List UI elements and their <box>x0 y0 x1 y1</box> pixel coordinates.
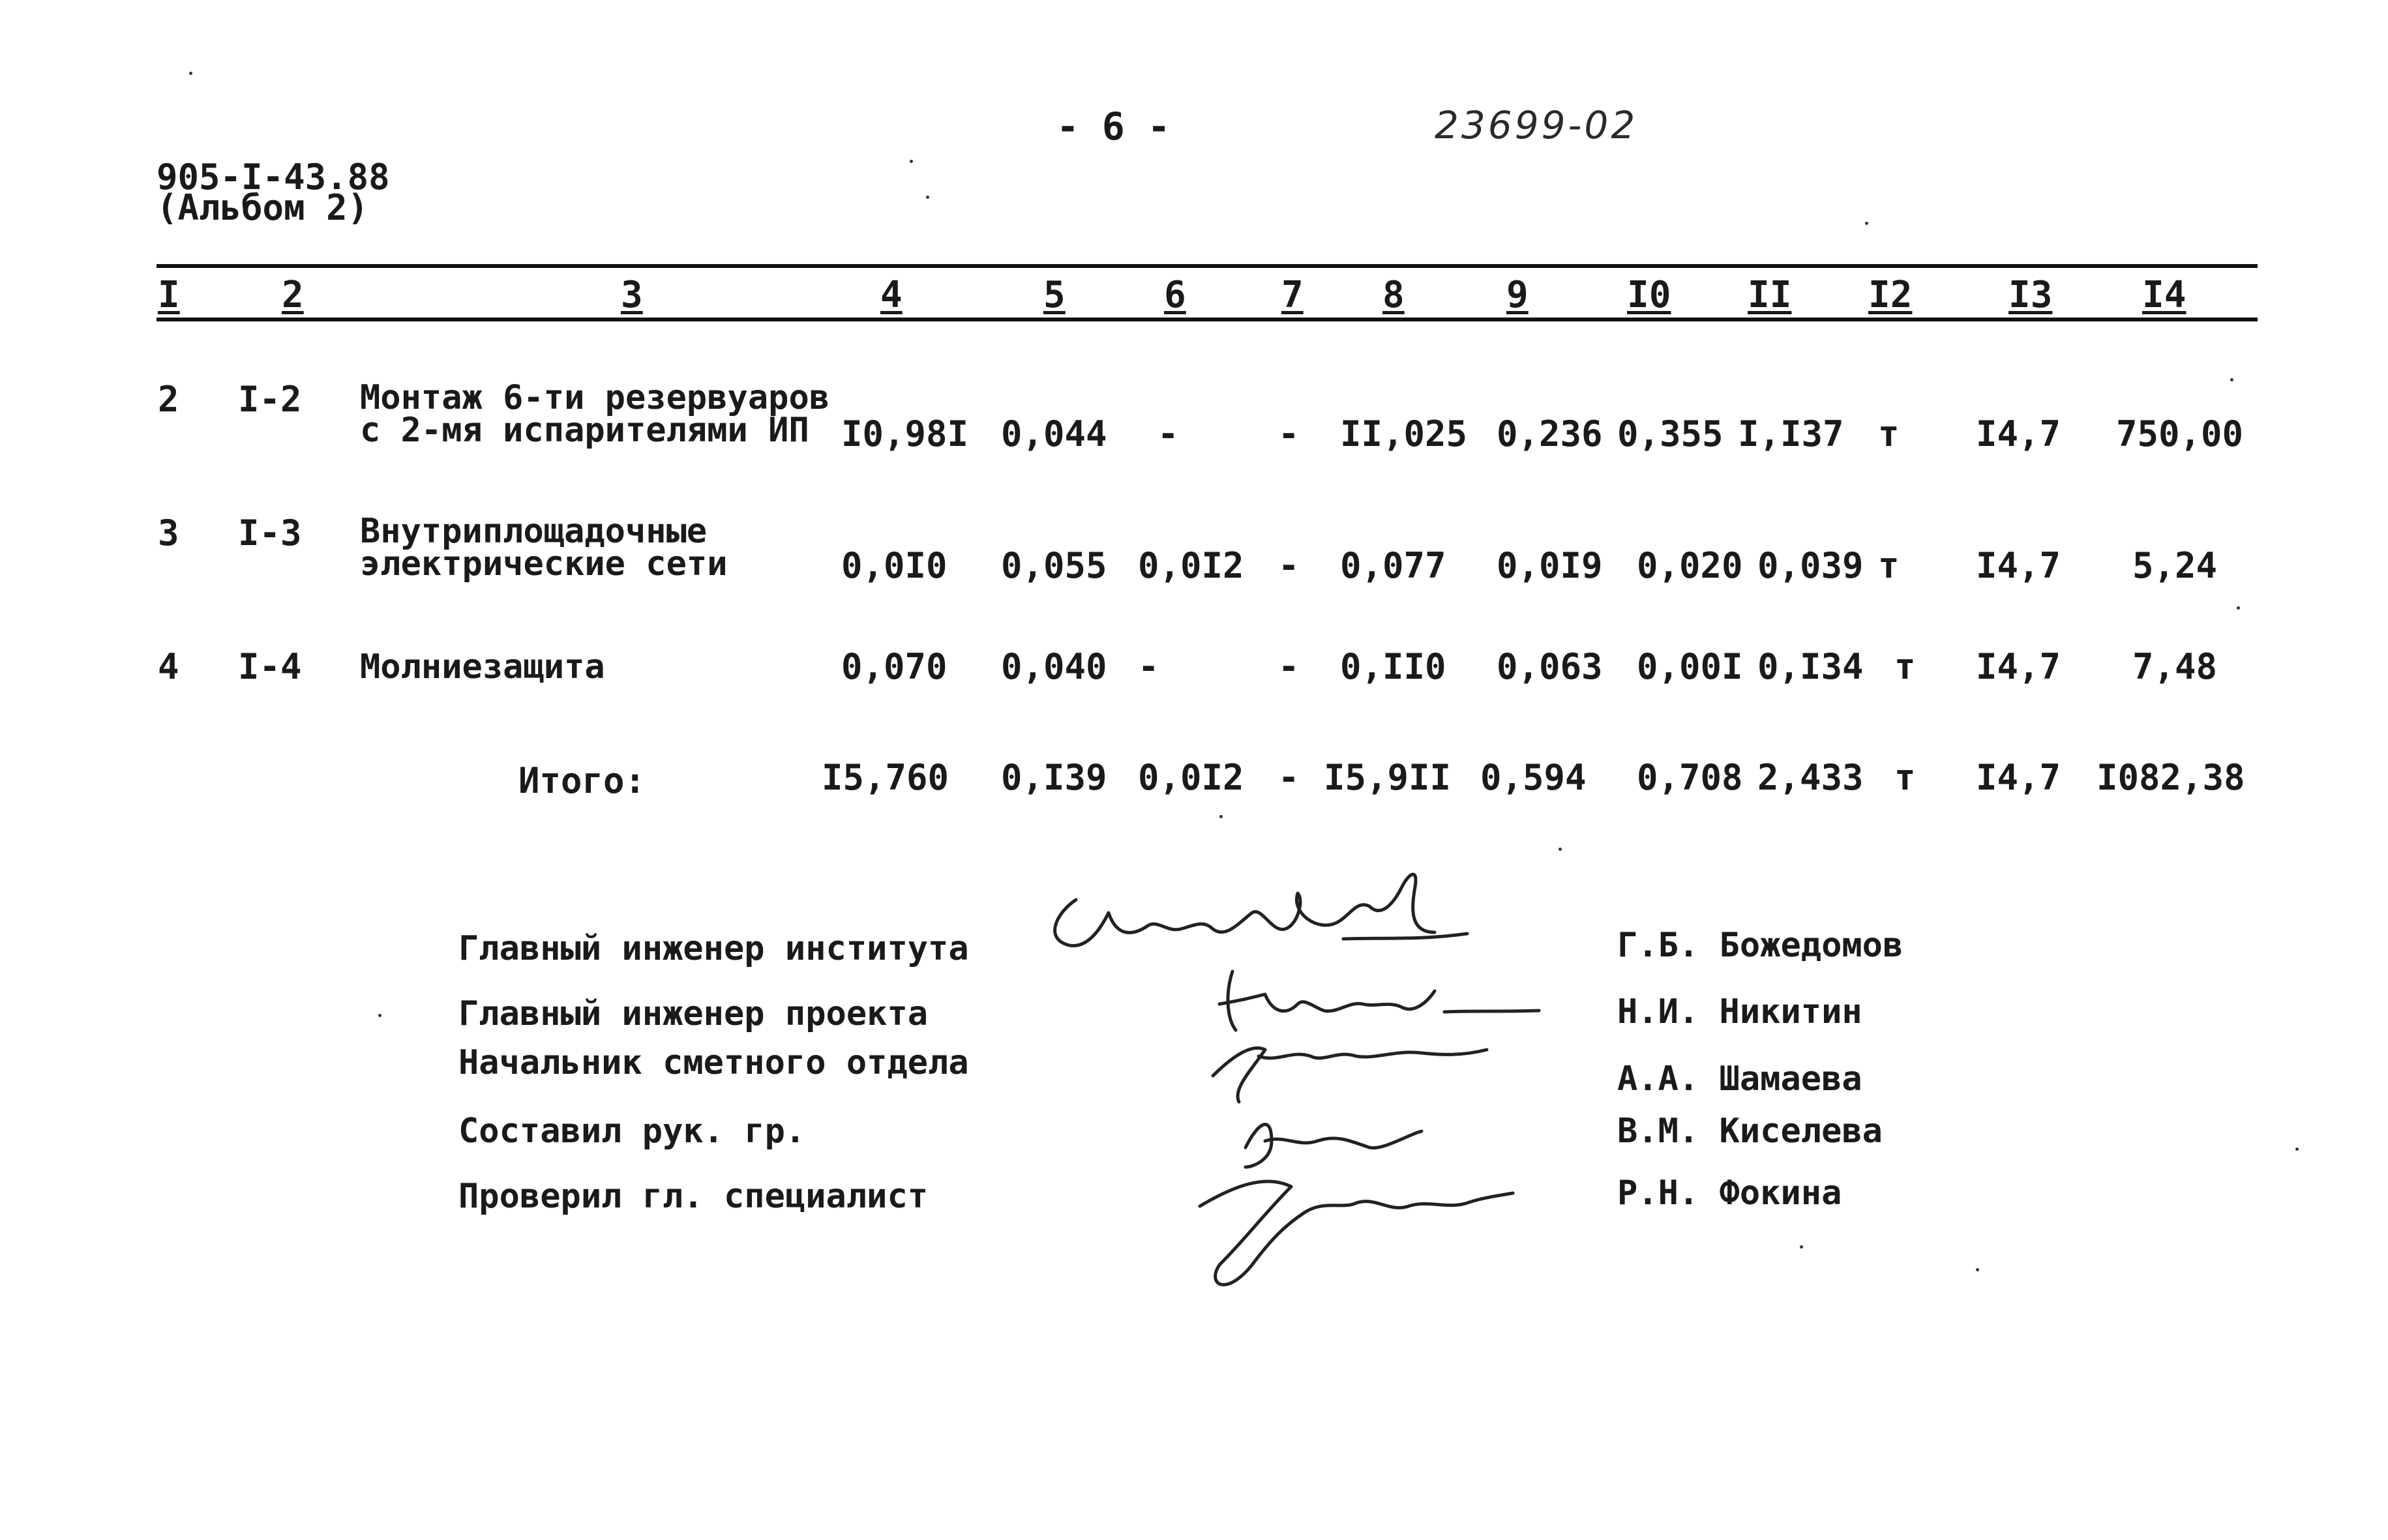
signer-name: Н.И. Никитин <box>1617 992 1862 1031</box>
row-description: Монтаж 6-ти резервуаров <box>360 378 830 417</box>
column-header: I2 <box>1868 274 1913 316</box>
cell: - <box>1278 545 1300 586</box>
scan-speck <box>1865 222 1868 225</box>
cell: I4,7 <box>1976 413 2061 454</box>
unit: т <box>1878 545 1900 586</box>
scan-speck <box>926 196 929 199</box>
cell: 0,708 <box>1637 757 1743 798</box>
cell: 2,433 <box>1757 757 1864 798</box>
signer-name: А.А. Шамаева <box>1617 1059 1862 1099</box>
row-number: 3 <box>158 512 179 554</box>
row-code: I-3 <box>238 512 302 554</box>
row-number: 4 <box>158 646 179 687</box>
row-number: 2 <box>158 379 179 420</box>
cell: 0,I34 <box>1757 646 1864 687</box>
cell: 0,00I <box>1637 646 1743 687</box>
cell: 0,020 <box>1637 545 1743 586</box>
cell: 0,044 <box>1001 413 1107 454</box>
cell: 0,055 <box>1001 545 1107 586</box>
cell: I5,9II <box>1324 757 1452 798</box>
column-header: 5 <box>1043 274 1066 316</box>
scan-speck <box>910 160 913 163</box>
cell: I4,7 <box>1976 545 2061 586</box>
cell: II,025 <box>1340 413 1468 454</box>
scan-speck <box>189 72 192 75</box>
table-top-rule <box>157 264 2258 268</box>
signer-role: Проверил гл. специалист <box>458 1177 929 1216</box>
cell: I4,7 <box>1976 646 2061 687</box>
page-number: - 6 - <box>1056 104 1171 149</box>
handwritten-signatures <box>1017 861 1578 1304</box>
unit: т <box>1894 757 1916 798</box>
unit: т <box>1894 646 1916 687</box>
cell: 0,070 <box>841 646 948 687</box>
scan-speck <box>2295 1148 2299 1151</box>
row-code: I-2 <box>238 379 302 420</box>
column-header: 8 <box>1382 274 1405 316</box>
signer-name: Р.Н. Фокина <box>1617 1174 1842 1213</box>
cell: 7,48 <box>2132 646 2218 687</box>
total-label: Итого: <box>518 760 646 801</box>
cell: I0,98I <box>841 413 969 454</box>
signer-name: Г.Б. Божедомов <box>1617 926 1903 965</box>
cell: 0,355 <box>1617 413 1724 454</box>
column-header: I3 <box>2008 274 2053 316</box>
column-header: 4 <box>880 274 903 316</box>
column-header: I <box>158 274 180 316</box>
scan-speck <box>2230 378 2233 381</box>
cell: 0,236 <box>1497 413 1603 454</box>
row-description: с 2-мя испарителями ИП <box>360 411 809 450</box>
row-description: электрические сети <box>360 544 728 584</box>
cell: 750,00 <box>2116 413 2244 454</box>
cell: 0,039 <box>1757 545 1864 586</box>
cell: - <box>1278 757 1300 798</box>
cell: I4,7 <box>1976 757 2061 798</box>
signer-role: Главный инженер проекта <box>458 994 929 1033</box>
table-header-rule <box>157 318 2258 321</box>
scan-speck <box>1559 848 1562 851</box>
cell: 0,II0 <box>1340 646 1446 687</box>
cell: 0,0I2 <box>1138 757 1244 798</box>
cell: 0,0I9 <box>1497 545 1603 586</box>
cell: - <box>1278 646 1300 687</box>
cell: I,I37 <box>1738 413 1844 454</box>
album-label: (Альбом 2) <box>157 187 369 228</box>
column-header: 3 <box>621 274 643 316</box>
cell: 0,0I2 <box>1138 545 1244 586</box>
cell: 5,24 <box>2132 545 2218 586</box>
scan-speck <box>378 1014 381 1017</box>
cell: 0,040 <box>1001 646 1107 687</box>
cell: 0,063 <box>1497 646 1603 687</box>
scan-speck <box>2237 606 2240 610</box>
signer-role: Начальник сметного отдела <box>458 1043 969 1082</box>
cell: - <box>1138 646 1159 687</box>
cell: I5,760 <box>822 757 949 798</box>
column-header: 6 <box>1164 274 1186 316</box>
row-description: Внутриплощадочные <box>360 512 708 551</box>
unit: т <box>1878 413 1900 454</box>
column-header: 9 <box>1506 274 1529 316</box>
signer-role: Составил рук. гр. <box>458 1112 806 1151</box>
cell: - <box>1157 413 1179 454</box>
scan-speck <box>1219 815 1223 818</box>
project-code: 905-I-43.88 <box>157 156 390 198</box>
column-header: I4 <box>2142 274 2187 316</box>
column-header: 7 <box>1281 274 1304 316</box>
cell: 0,594 <box>1480 757 1587 798</box>
document-number: 23699-02 <box>1435 103 1638 147</box>
row-description: Молниезащита <box>360 647 605 687</box>
row-code: I-4 <box>238 646 302 687</box>
cell: - <box>1278 413 1300 454</box>
column-header: I0 <box>1627 274 1671 316</box>
cell: 0,077 <box>1340 545 1446 586</box>
cell: I082,38 <box>2097 757 2245 798</box>
cell: 0,I39 <box>1001 757 1107 798</box>
column-header: 2 <box>282 274 304 316</box>
signer-name: В.М. Киселева <box>1617 1112 1883 1151</box>
scan-speck <box>1976 1268 1979 1271</box>
cell: 0,0I0 <box>841 545 948 586</box>
signer-role: Главный инженер института <box>458 929 969 968</box>
column-header: II <box>1748 274 1792 316</box>
scan-speck <box>1800 1245 1803 1249</box>
